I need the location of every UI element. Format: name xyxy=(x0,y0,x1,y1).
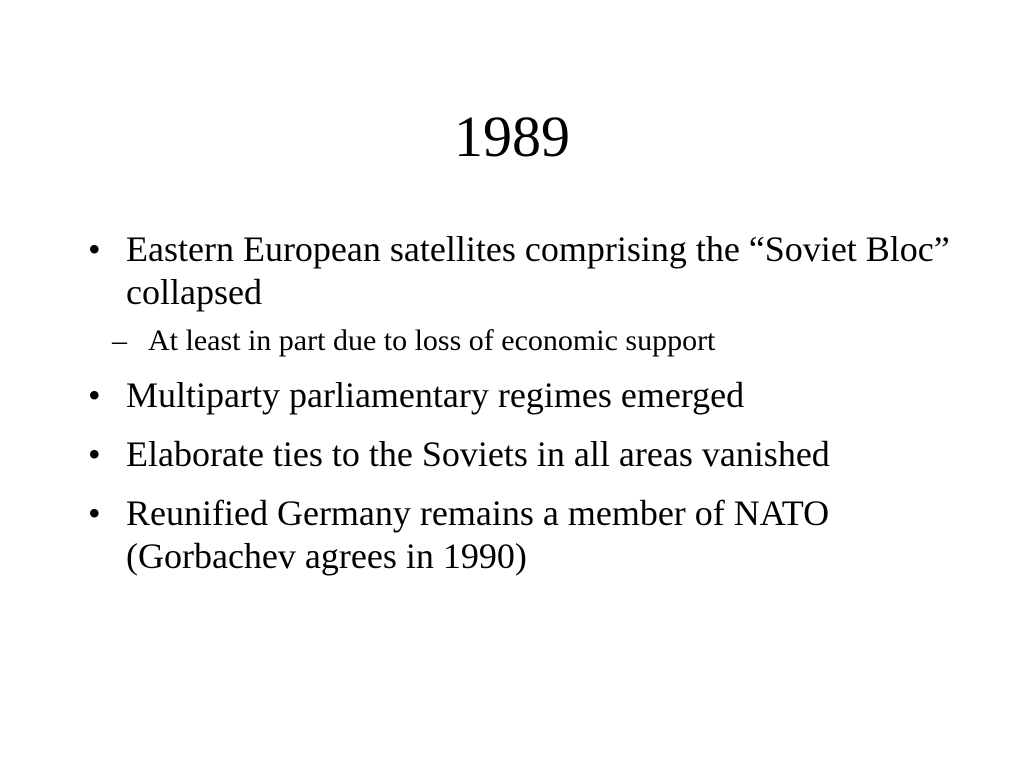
bullet-marker: • xyxy=(88,434,101,474)
bullet-text: Multiparty parliamentary regimes emerged xyxy=(126,375,745,415)
slide-title: 1989 xyxy=(454,104,570,169)
bullet-marker: • xyxy=(88,493,101,533)
bullet-text: Eastern European satellites comprising the “Soviet Bloc” collapsed xyxy=(126,229,950,312)
bullet-item xyxy=(88,374,968,417)
sub-bullet-list xyxy=(112,324,968,358)
bullet-item xyxy=(88,492,968,578)
bullet-marker: • xyxy=(88,375,101,415)
bullet-item xyxy=(88,228,968,358)
bullet-text: Elaborate ties to the Soviets in all areas vanished xyxy=(126,434,830,474)
bullet-marker: • xyxy=(88,229,101,269)
bullet-item xyxy=(88,433,968,476)
bullet-text: Reunified Germany remains a member of NATO (Gorbachev agrees in 1990) xyxy=(126,493,830,576)
sub-bullet-text: At least in part due to loss of economic support xyxy=(148,324,716,357)
sub-bullet-marker: – xyxy=(112,324,127,357)
bullet-list xyxy=(88,228,968,594)
sub-bullet-item xyxy=(112,324,968,358)
